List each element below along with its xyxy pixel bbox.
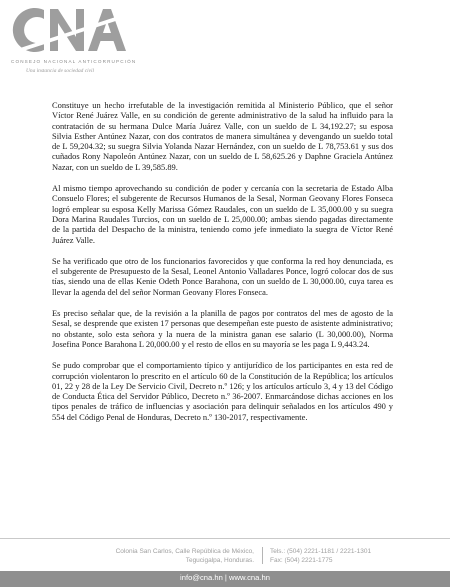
footer-separator	[262, 547, 263, 564]
org-name: CONSEJO NACIONAL ANTICORRUPCIÓN	[11, 59, 137, 64]
cna-letterhead-logo	[10, 4, 210, 78]
paragraph-5: Se pudo comprobar que el comportamiento típico y antijurídico de los participantes en esta red de corrupción violentaron lo prescrito en el artículo 60 de la Constitución de la República; los artículos 01, 22 y 28 de la Ley De Servicio Civil, Decreto n.º 126; y los artículos artículo 3, 4 y 13 del Código de Conducta Ética del Servidor Público, Decreto n.º 36-2007. Enmarcándose dichas acciones en los tipos penales de tráfico de influencias y asociación para delinquir señalados en los artículos 490 y 554 del Código Penal de Honduras, Decreto n.º 130-2017, respectivamente.	[52, 360, 393, 422]
document-body	[52, 100, 393, 433]
footer-contact-text: info@cna.hn | www.cna.hn	[180, 573, 270, 582]
footer-phones	[270, 547, 371, 565]
paragraph-2: Al mismo tiempo aprovechando su condición de poder y cercanía con la secretaria de Estado Alba Consuelo Flores; el subgerente de Recursos Humanos de la Sesal, Norman Geovany Flores Fonseca logró emplear su esposa Kelly Marissa Gómez Raudales, con un sueldo de L 35,000.00 y su suegra Dora Marina Raudales Turcios, con un sueldo de L 25,000.00; ambas siendo pagadas directamente de la partida del Despacho de la ministra, teniendo como jefe inmediato la suegra de Víctor René Juárez Valle.	[52, 183, 393, 245]
footer-divider	[0, 538, 450, 539]
fax-line: Fax: (504) 2221-1775	[270, 557, 333, 564]
phone-line: Tels.: (504) 2221-1181 / 2221-1301	[270, 548, 372, 555]
paragraph-4: Es preciso señalar que, de la revisión a la planilla de pagos por contratos del mes de agosto de la Sesal, se desprende que existen 17 personas que desempeñan este puesto de asistente administrativo; no obstante, solo esta señora y la nuera de la ministra ganan ese salario (L 30,000.00), Norma Josefina Ponce Barahona L 20,000.00 y el resto de ellos en su mayoría se les paga L 9,443.24.	[52, 308, 393, 349]
footer-address	[68, 547, 254, 565]
paragraph-1: Constituye un hecho irrefutable de la investigación remitida al Ministerio Público, que el señor Víctor René Juárez Valle, en su condición de gerente administrativo de la salud ha influido para la contratación de su hermana Dulce María Juárez Valle, con un sueldo de L 34,192.27; su esposa Silvia Esther Antúnez Nazar, con dos contratos de manera simultánea y devengando un sueldo total de L 59,204.32; su suegra Silvia Yolanda Nazar Hernández, con un sueldo de L 78,753.61 y sus dos cuñados Rony Napoleón Antúnez Nazar, con un sueldo de L 58,625.26 y Daphne Graciela Antúnez Nazar, con un sueldo de L 39,585.89.	[52, 100, 393, 172]
cna-logo-icon	[10, 4, 130, 56]
org-tagline: Una instancia de sociedad civil	[26, 68, 94, 74]
address-line-2: Tegucigalpa, Honduras.	[185, 557, 254, 564]
address-line-1: Colonia San Carlos, Calle República de México,	[115, 548, 254, 555]
paragraph-3: Se ha verificado que otro de los funcionarios favorecidos y que conforma la red hoy denunciada, es el subgerente de Presupuesto de la Sesal, Leonel Antonio Valladares Ponce, logró colocar dos de sus tías, siendo una de ellas Kenie Odeth Ponce Barahona, con un sueldo de L 30,000.00, cuya tarea es llevar la agenda del del señor Norman Geovany Flores Fonseca.	[52, 255, 393, 297]
